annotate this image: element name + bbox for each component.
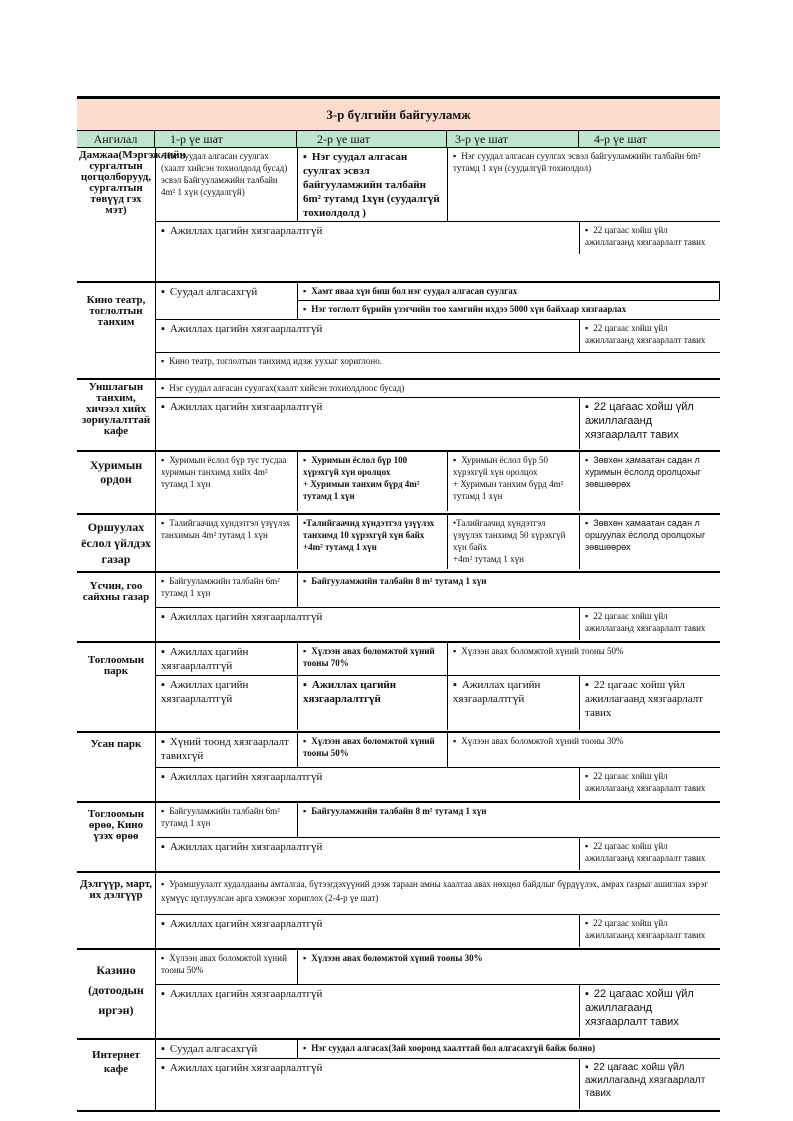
bullet-icon: ▪ xyxy=(303,455,307,465)
cell xyxy=(580,676,720,730)
cell-text: Ажиллах цагийн хязгаарлалтгүй xyxy=(169,918,323,930)
cell xyxy=(580,1059,720,1109)
cell-text: Нэг суудал алгасан суулгах(хаалт хийсэн тохиолдлоос бусад) xyxy=(169,383,405,393)
bullet-icon: ▪ xyxy=(303,679,307,691)
header-stage-3: 3-р үе шат xyxy=(447,131,579,147)
cell xyxy=(298,148,448,221)
cell-text: Нэг суудал алгасан суулгах эсвэл байгууламжийн талбайн 6m² тутамд 1хүн (суудалгүй тохиолдолд ) xyxy=(303,151,440,219)
bullet-icon: ▪ xyxy=(585,679,589,691)
cell xyxy=(156,608,580,640)
category-label: Оршуулах ёслол үйлдэх газар xyxy=(81,520,151,566)
cell xyxy=(156,353,720,374)
cell xyxy=(580,515,720,569)
cell xyxy=(580,452,720,511)
cell xyxy=(156,1059,580,1109)
bullet-icon: ▪ xyxy=(585,401,589,413)
cell-text: Ажиллах цагийн хязгаарлалтгүй xyxy=(169,225,323,237)
cell xyxy=(156,873,720,914)
cell-text: Нэг суудал алгасах(Зай хооронд хаалттай бол алгасахгүй байж болно) xyxy=(311,1043,596,1053)
bullet-icon: ▪ xyxy=(303,304,307,314)
cell-text: Хүлээн авах боломжтой хүний тооны 50% xyxy=(161,953,287,975)
header-stage-2: 2-р үе шат xyxy=(297,131,447,147)
cell-text: Хүлээн авах боломжтой хүний тооны 70% xyxy=(303,646,435,668)
bullet-icon: ▪ xyxy=(585,611,589,621)
cell-text: Ажиллах цагийн хязгаарлалтгүй xyxy=(169,841,323,853)
cell-text: Ажиллах цагийн хязгаарлалтгүй xyxy=(453,679,541,705)
cell-text: 22 цагаас хойш үйл ажиллагаанд хязгаарлалт тавих xyxy=(585,918,706,940)
bullet-icon: ▪ xyxy=(303,736,307,746)
category-label: Кино театр, тоглолтын танхим xyxy=(86,294,146,328)
cell-text: •Нэг суудал алгасан суулгах (хаалт хийсэн тохиолдолд бусад) эсвэл Байгууламжийн талбайн 4m² 1 хүн (суудалгүй) xyxy=(161,151,288,197)
group-water-park xyxy=(77,733,720,803)
cell xyxy=(156,573,298,607)
cell-text: Ажиллах цагийн хязгаарлалтгүй xyxy=(169,771,323,783)
cell-text: Ажиллах цагийн хязгаарлалтгүй xyxy=(169,1062,323,1074)
bullet-icon: ▪ xyxy=(161,841,165,853)
cell xyxy=(156,915,580,947)
category-label: Үсчин, гоо сайхны газар xyxy=(82,580,150,603)
cell xyxy=(298,950,720,984)
cell-text: Хамт яваа хүн биш бол нэг суудал алгасан суулгах xyxy=(311,286,518,296)
group-funeral-hall xyxy=(77,515,720,573)
bullet-icon: ▪ xyxy=(161,323,165,335)
cell xyxy=(448,676,580,730)
bullet-icon: ▪ xyxy=(585,988,589,1000)
cell-text: Нэг суудал алгасан суулгах эсвэл байгууламжийн талбайн 6m² тутамд 1 хүн (суудалгүй тохиолдол) xyxy=(453,151,701,173)
cell xyxy=(156,452,298,511)
cell-text: Ажиллах цагийн хязгаарлалтгүй xyxy=(169,611,323,623)
bullet-icon: ▪ xyxy=(453,455,457,465)
bullet-icon: ▪ xyxy=(161,383,165,393)
category-label: Хуримын ордон xyxy=(89,458,143,486)
bullet-icon: ▪ xyxy=(161,1062,165,1074)
cell xyxy=(448,733,720,767)
cell-text: 22 цагаас хойш үйл ажиллагаанд хязгаарлалт тавих xyxy=(585,611,706,633)
cell xyxy=(580,222,720,254)
bullet-icon: ▪ xyxy=(161,356,165,366)
table-header xyxy=(77,131,720,148)
bullet-icon: ▪ xyxy=(585,1062,589,1073)
header-stage-4: 4-р үе шат xyxy=(594,131,647,146)
bullet-icon: ▪ xyxy=(161,286,165,298)
cell-text: Хүлээн авах боломжтой хүний тооны 30% xyxy=(311,953,483,963)
cell-text: Хуримын ёслол бүр тус тусдаа хуримын танхимд хийх 4m² тутамд 1 хүн xyxy=(161,455,287,489)
cell xyxy=(298,283,720,301)
cell-text: Урамшуулалт худалдааны амталгаа, бүтээгдэхүүний дээж тараан амны хаалтаа авах нөхцөл байдлыг бүрдүүлэх, амрах газрыг ашиглах зэрэг хүмүүс цуглуулсан арга хэмжээг хориглох (2-4-р үе шат) xyxy=(161,879,708,903)
cell-text: Байгууламжийн талбайн 8 m² тутамд 1 хүн xyxy=(311,576,487,586)
cell xyxy=(156,838,580,870)
bullet-icon: ▪ xyxy=(161,225,165,237)
bullet-icon: ▪ xyxy=(161,611,165,623)
bullet-icon: ▪ xyxy=(585,918,589,928)
category-label: Дэлгүүр, март, их дэлгүүр xyxy=(79,878,153,901)
bullet-icon: ▪ xyxy=(453,151,457,161)
category-label: Казино (дотоодын иргэн) xyxy=(88,963,144,1017)
bullet-icon: ▪ xyxy=(303,576,307,586)
header-category: Ангилал xyxy=(77,131,155,147)
bullet-icon: ▪ xyxy=(585,323,589,333)
bullet-icon: ▪ xyxy=(585,771,589,781)
cell xyxy=(298,676,448,730)
cell-text: 22 цагаас хойш үйл ажиллагаанд хязгаарлалт тавих xyxy=(585,771,706,793)
cell-text: Хуримын ёслол бүр 50 хүрэхгүй хүн оролцох xyxy=(453,455,548,477)
group-cinema xyxy=(77,283,720,380)
bullet-icon: ▪ xyxy=(161,576,165,586)
cell xyxy=(156,803,298,837)
category-label: Усан парк xyxy=(90,738,142,750)
group-internet-cafe xyxy=(77,1040,720,1112)
cell xyxy=(580,768,720,800)
bullet-icon: ▪ xyxy=(161,1043,165,1055)
cell-text: Байгууламжийн талбайн 6m² тутамд 1 хүн xyxy=(161,576,280,598)
cell-text: 22 цагаас хойш үйл ажиллагаанд хязгаарлалт тавих xyxy=(585,988,694,1028)
cell xyxy=(156,320,580,352)
category-label: Интернет кафе xyxy=(92,1049,140,1075)
bullet-icon: ▪ xyxy=(303,151,307,163)
cell-text: Байгууламжийн талбайн 8 m² тутамд 1 хүн xyxy=(311,806,487,816)
cell-text: + Хуримын танхим бүрд 4m² тутамд 1 хүн xyxy=(303,479,420,501)
cell xyxy=(580,608,720,640)
cell xyxy=(156,985,580,1037)
cell xyxy=(298,452,448,511)
bullet-icon: ▪ xyxy=(161,518,165,528)
bullet-icon: ▪ xyxy=(161,806,165,816)
cell xyxy=(156,643,298,675)
bullet-icon: ▪ xyxy=(161,918,165,930)
cell xyxy=(448,515,580,569)
bullet-icon: ▪ xyxy=(161,953,165,963)
cell xyxy=(580,398,720,449)
cell xyxy=(580,915,720,947)
bullet-icon: ▪ xyxy=(585,518,589,528)
header-stage-1: 1-р үе шат xyxy=(155,131,297,147)
cell xyxy=(298,733,448,767)
group-wedding-hall xyxy=(77,452,720,515)
cell xyxy=(156,222,580,254)
cell-text: Хүний тоонд хязгаарлалт тавихгүй xyxy=(161,736,289,762)
cell-text: Талийгаачид хүндэтгэл үзүүлэх танхимын 4m² тутамд 1 хүн xyxy=(161,518,291,540)
cell-text: Ажиллах цагийн хязгаарлалтгүй xyxy=(169,988,323,1000)
cell xyxy=(580,838,720,870)
cell-text: +4m² тутамд 1 хүн xyxy=(303,542,377,552)
cell-text: Ажиллах цагийн хязгаарлалтгүй xyxy=(169,323,323,335)
group-salon xyxy=(77,573,720,643)
cell xyxy=(156,515,298,569)
bullet-icon: ▪ xyxy=(453,679,457,691)
bullet-icon: ▪ xyxy=(453,646,457,656)
bullet-icon: ▪ xyxy=(453,736,457,746)
restrictions-table xyxy=(77,96,720,1112)
group-game-room xyxy=(77,803,720,873)
cell-text: Байгууламжийн талбайн 6m² тутамд 1 хүн xyxy=(161,806,280,828)
bullet-icon: ▪ xyxy=(585,455,589,465)
bullet-icon: ▪ xyxy=(161,736,165,748)
cell-text: Ажиллах цагийн хязгаарлалтгүй xyxy=(161,679,249,705)
cell xyxy=(156,733,298,767)
bullet-icon: ▪ xyxy=(161,401,165,413)
bullet-icon: ▪ xyxy=(303,806,307,816)
cell-text: 22 цагаас хойш үйл ажиллагаанд хязгаарлалт тавих xyxy=(585,679,704,719)
cell-text: •Талийгаачид хүндэтгэл үзүүлэх танхимд 50 хүрэхгүй хүн байх xyxy=(453,518,566,552)
cell xyxy=(448,643,720,675)
bullet-icon: ▪ xyxy=(161,455,165,465)
cell-text: +4m² тутамд 1 хүн xyxy=(453,554,524,564)
cell-text: + Хуримын танхим бүрд 4m² тутамд 1 хүн xyxy=(453,479,564,501)
bullet-icon: ▪ xyxy=(161,646,165,658)
cell-text: Ажиллах цагийн хязгаарлалтгүй xyxy=(161,646,249,672)
cell-text: Зөвхөн хамаатан садан л хуримын ёслолд оролцохыг зөвшөөрөх xyxy=(585,455,702,489)
cell-text: Ажиллах цагийн хязгаарлалтгүй xyxy=(303,679,397,705)
group-reading-room xyxy=(77,380,720,452)
cell-text: Суудал алгасахгүй xyxy=(169,1043,258,1055)
bullet-icon: ▪ xyxy=(303,953,307,963)
category-label: Дамжаа(Мэргэжлийн сургалтын цогцолборууд, сургалтын төвүүд гэх мэт) xyxy=(79,149,186,216)
cell-text: Хуримын ёслол бүр 100 хүрэхгүй хүн оролцох xyxy=(303,455,408,477)
cell xyxy=(156,380,720,397)
bullet-icon: ▪ xyxy=(585,225,589,235)
cell xyxy=(448,148,720,221)
cell xyxy=(156,1040,298,1058)
cell xyxy=(156,283,298,319)
cell-text: Нэг тоглолт бүрийн үзэгчийн тоо хамгийн ихдээ 5000 хүн байхаар хязгаарлах xyxy=(311,304,627,314)
category-label: Уншлагын танхим, хичээл хийх зориулалттай кафе xyxy=(81,381,151,437)
cell-text: Ажиллах цагийн хязгаарлалтгүй xyxy=(169,401,323,413)
cell xyxy=(156,676,298,730)
cell-text: 22 цагаас хойш үйл ажиллагаанд хязгаарлалт тавих xyxy=(585,401,694,441)
cell xyxy=(298,1040,720,1058)
cell-text: Кино театр, тоглолтын танхимд идэж уухыг хориглоно. xyxy=(169,356,382,366)
cell xyxy=(298,643,448,675)
cell-text: •Талийгаачид хүндэтгэл үзүүлэх танхимд 10 хүрэхгүй хүн байх xyxy=(303,518,435,540)
cell-text: 22 цагаас хойш үйл ажиллагаанд хязгаарлалт тавих xyxy=(585,225,706,247)
cell xyxy=(298,301,720,318)
cell-text: 22 цагаас хойш үйл ажиллагаанд хязгаарлалт тавих xyxy=(585,841,706,863)
cell xyxy=(156,768,580,800)
cell xyxy=(156,398,580,449)
cell-text: Суудал алгасахгүй xyxy=(169,286,258,298)
group-casino xyxy=(77,950,720,1040)
category-label: Тоглоомын парк xyxy=(87,654,145,677)
bullet-icon: ▪ xyxy=(161,879,165,889)
cell-text: Зөвхөн хамаатан садан л оршуулах ёслолд оролцохыг зөвшөөрөх xyxy=(585,518,706,552)
cell-text: Хүлээн авах боломжтой хүний тооны 50% xyxy=(461,646,624,656)
category-label: Тоглоомын өрөө, Кино үзэх өрөө xyxy=(87,808,145,842)
cell-text: 22 цагаас хойш үйл ажиллагаанд хязгаарлалт тавих xyxy=(585,1062,706,1099)
bullet-icon: ▪ xyxy=(161,771,165,783)
group-store xyxy=(77,873,720,950)
table-title: 3-р бүлгийн байгууламж xyxy=(77,96,720,131)
cell xyxy=(298,515,448,569)
bullet-icon: ▪ xyxy=(303,1043,307,1053)
cell xyxy=(448,452,580,511)
bullet-icon: ▪ xyxy=(303,286,307,296)
bullet-icon: ▪ xyxy=(303,646,307,656)
cell xyxy=(580,985,720,1037)
cell xyxy=(580,320,720,352)
cell-text: Хүлээн авах боломжтой хүний тооны 50% xyxy=(303,736,435,758)
bullet-icon: ▪ xyxy=(161,679,165,691)
group-courses xyxy=(77,148,720,283)
cell xyxy=(156,148,298,221)
cell xyxy=(298,573,720,607)
cell-text: Хүлээн авах боломжтой хүний тооны 30% xyxy=(461,736,624,746)
bullet-icon: ▪ xyxy=(161,988,165,1000)
cell xyxy=(156,950,298,984)
bullet-icon: ▪ xyxy=(585,841,589,851)
cell xyxy=(298,803,720,837)
cell-text: 22 цагаас хойш үйл ажиллагаанд хязгаарлалт тавих xyxy=(585,323,706,345)
group-amusement-park xyxy=(77,643,720,733)
